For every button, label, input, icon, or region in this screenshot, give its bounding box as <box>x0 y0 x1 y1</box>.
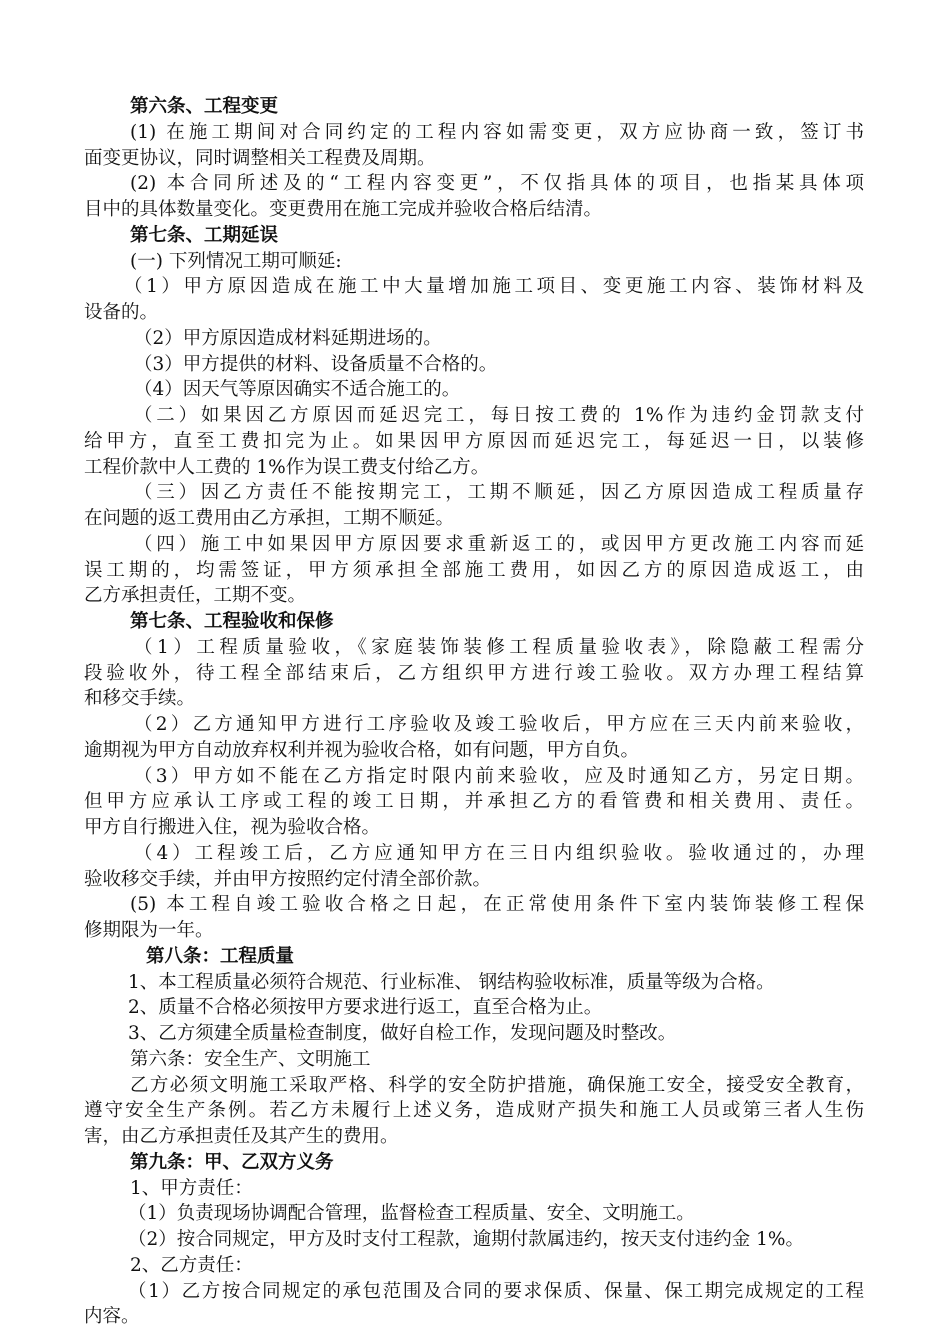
paragraph-line: （4）工程竣工后，乙方应通知甲方在三日内组织验收。验收通过的，办理 <box>134 842 864 864</box>
paragraph-line: 2、乙方责任： <box>130 1254 253 1276</box>
paragraph-line: （1）甲方原因造成在施工中大量增加施工项目、变更施工内容、装饰材料及 <box>124 276 864 298</box>
paragraph-line: 工程价款中人工费的 1%作为误工费支付给乙方。 <box>84 456 490 478</box>
paragraph-line: 2、质量不合格必须按甲方要求进行返工，直至合格为止。 <box>128 997 603 1019</box>
safety-section-heading: 第六条：安全生产、文明施工 <box>130 1048 371 1070</box>
paragraph-line: 逾期视为甲方自动放弃权利并视为验收合格，如有问题，甲方自负。 <box>84 739 640 761</box>
paragraph-line: (一) 下列情况工期可顺延: <box>130 250 342 272</box>
paragraph-line: （2）乙方通知甲方进行工序验收及竣工验收后，甲方应在三天内前来验收， <box>134 714 864 735</box>
paragraph-line: 段验收外，待工程全部结束后，乙方组织甲方进行竣工验收。双方办理工程结算 <box>84 662 864 684</box>
paragraph-line: 3、乙方须建全质量检查制度，做好自检工作，发现问题及时整改。 <box>128 1023 677 1044</box>
paragraph-line: （4）因天气等原因确实不适合施工的。 <box>134 379 461 401</box>
paragraph-line: 1、本工程质量必须符合规范、行业标准、 钢结构验收标准，质量等级为合格。 <box>128 971 775 993</box>
paragraph-line: （2）甲方原因造成材料延期进场的。 <box>134 327 442 349</box>
paragraph-line: 内容。 <box>84 1306 140 1328</box>
paragraph-line: （3）甲方提供的材料、设备质量不合格的。 <box>134 353 498 375</box>
paragraph-line: 在问题的返工费用由乙方承担，工期不顺延。 <box>84 508 455 529</box>
paragraph-line: 害，由乙方承担责任及其产生的费用。 <box>84 1126 399 1147</box>
paragraph-line: (2) 本合同所述及的“工程内容变更”，不仅指具体的项目，也指某具体项 <box>130 173 864 195</box>
article-6-heading: 第六条、工程变更 <box>130 96 279 117</box>
paragraph-line: （3）甲方如不能在乙方指定时限内前来验收，应及时通知乙方，另定日期。 <box>134 765 864 787</box>
paragraph-line: （1）负责现场协调配合管理，监督检查工程质量、安全、文明施工。 <box>128 1203 695 1225</box>
paragraph-line: 甲方自行搬进入住，视为验收合格。 <box>84 817 381 838</box>
article-8-heading: 第八条：工程质量 <box>146 945 295 967</box>
paragraph-line: 遵守安全生产条例。若乙方未履行上述义务，造成财产损失和施工人员或第三者人生伤 <box>84 1100 864 1122</box>
paragraph-line: （三）因乙方责任不能按期完工，工期不顺延，因乙方原因造成工程质量存 <box>134 482 864 504</box>
paragraph-line: （2）按合同规定，甲方及时支付工程款，逾期付款属违约，按天支付违约金 1%。 <box>128 1229 805 1250</box>
paragraph-line: （1）工程质量验收，《家庭装饰装修工程质量验收表》，除隐蔽工程需分 <box>134 636 864 658</box>
paragraph-line: (5) 本工程自竣工验收合格之日起，在正常使用条件下室内装饰装修工程保 <box>130 894 864 916</box>
paragraph-line: 设备的。 <box>84 302 159 323</box>
paragraph-line: 给甲方，直至工费扣完为止。如果因甲方原因而延迟完工，每延迟一日，以装修 <box>84 430 864 452</box>
paragraph-line: 乙方承担责任，工期不变。 <box>84 585 307 607</box>
paragraph-line: 目中的具体数量变化。变更费用在施工完成并验收合格后结清。 <box>84 199 603 220</box>
paragraph-line: 面变更协议，同时调整相关工程费及周期。 <box>84 147 436 169</box>
article-7-acceptance-heading: 第七条、工程验收和保修 <box>130 611 334 632</box>
paragraph-line: 修期限为一年。 <box>84 920 214 941</box>
paragraph-line: 但甲方应承认工序或工程的竣工日期，并承担乙方的看管费和相关费用、责任。 <box>84 791 864 813</box>
article-7-heading: 第七条、工期延误 <box>130 224 279 246</box>
paragraph-line: （四）施工中如果因甲方原因要求重新返工的，或因甲方更改施工内容而延 <box>134 533 864 555</box>
paragraph-line: 和移交手续。 <box>84 688 196 710</box>
paragraph-line: 误工期的，均需签证，甲方须承担全部施工费用，如因乙方的原因造成返工，由 <box>84 559 864 581</box>
article-9-heading: 第九条：甲、乙双方义务 <box>130 1151 334 1173</box>
paragraph-line: （1）乙方按合同规定的承包范围及合同的要求保质、保量、保工期完成规定的工程 <box>128 1280 864 1302</box>
paragraph-line: （二）如果因乙方原因而延迟完工，每日按工费的 1%作为违约金罚款支付 <box>134 405 864 426</box>
paragraph-line: 验收移交手续，并由甲方按照约定付清全部价款。 <box>84 868 492 890</box>
paragraph-line: 1、甲方责任： <box>130 1177 253 1199</box>
paragraph-line: (1) 在施工期间对合同约定的工程内容如需变更，双方应协商一致，签订书 <box>130 121 864 143</box>
paragraph-line: 乙方必须文明施工采取严格、科学的安全防护措施，确保施工安全，接受安全教育， <box>130 1074 864 1096</box>
